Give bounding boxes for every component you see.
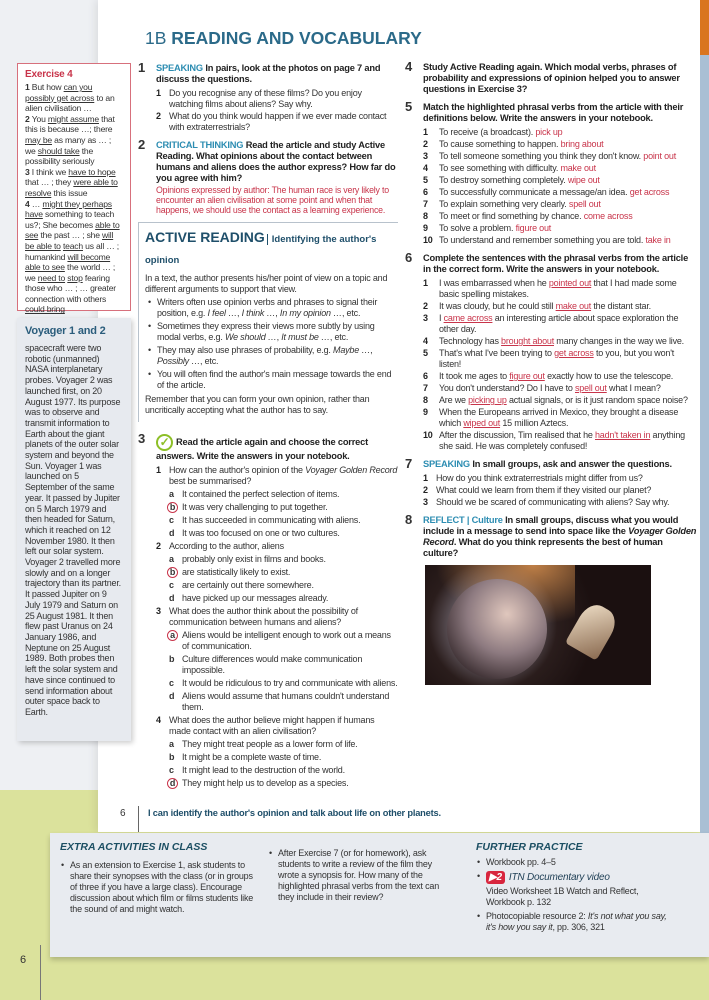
- text-segment: best be summarised?: [169, 476, 252, 486]
- option-letter: a: [169, 489, 174, 499]
- correct-answer-circle: b: [167, 567, 178, 578]
- definition-item: 2 To cause something to happen. bring about: [423, 139, 604, 149]
- sentence-item: [423, 383, 697, 394]
- text-segment: Voyager Golden Record: [423, 526, 697, 547]
- item-number: 2: [423, 139, 428, 149]
- exercise4-answer-box: [17, 63, 131, 315]
- voyager-box-title: Voyager 1 and 2: [25, 325, 106, 337]
- active-reading-intro: In a text, the author presents his/her point of view on a topic and different arguments to support that view.: [145, 273, 388, 294]
- item-number: 4: [423, 163, 428, 173]
- option-letter: d: [169, 528, 175, 538]
- answer-option[interactable]: d They might help us to develop as a species.: [169, 778, 398, 789]
- text-segment: Voyager Golden Record: [305, 465, 398, 475]
- question-item: 2 What do you think would happen if we ever made contact with extraterrestrials?: [156, 111, 387, 132]
- text-segment: what I mean?: [606, 383, 661, 393]
- text-segment: anything she said. He was completely confused!: [439, 430, 685, 451]
- text-segment: to an alien civilisation …: [25, 92, 115, 114]
- answer-item: [25, 82, 123, 114]
- exercise-5: [405, 99, 697, 246]
- text-segment: ,: [275, 308, 280, 318]
- exercise-number: 1: [138, 60, 146, 75]
- item-number: 1: [156, 465, 161, 475]
- active-reading-title: ACTIVE READING: [145, 229, 265, 245]
- sentence-item: [423, 278, 697, 300]
- bullet-item: [145, 297, 398, 319]
- text-segment: , etc.: [341, 308, 361, 318]
- text-segment: actual signals, or is it just random space noise?: [506, 395, 688, 405]
- item-number: 5: [423, 348, 428, 358]
- answer-option[interactable]: a probably only exist in films and books.: [169, 554, 326, 564]
- exercise-label: SPEAKING: [423, 459, 470, 469]
- item-number: 3: [423, 151, 428, 161]
- answer-text: pointed out: [548, 278, 592, 288]
- answer-text: make out: [555, 301, 592, 311]
- bullet-item: [145, 321, 398, 343]
- text-segment: It's not what you say, it's how you say it: [486, 911, 667, 932]
- text-segment: What does the author think about the possibility of communication between humans and aliens?: [169, 606, 358, 627]
- option-letter: d: [169, 593, 175, 603]
- exercise-number: 4: [405, 59, 413, 74]
- exercise-instruction: Study Active Reading again. Which modal verbs, phrases of probability and expressions of opinion helped you to answer questions in Exercise 3?: [423, 62, 680, 94]
- definition-item: 10 To understand and remember something you are told. take in: [423, 235, 671, 245]
- bullet-item: • As an extension to Exercise 1, ask students to share their synopses with the class (or in groups of three if you have a large class). Encourage discussion about which film or films students like the sound of and might watch.: [60, 860, 260, 915]
- text-segment: 3: [25, 166, 32, 177]
- sentence-list: [423, 278, 697, 452]
- text-segment: something to teach us?; She becomes: [25, 209, 115, 230]
- edge-tab-blue: [700, 55, 709, 835]
- teacher-page-number: 6: [20, 954, 26, 966]
- exercise-1: [138, 60, 398, 133]
- option-letter: b: [169, 654, 175, 664]
- text-segment: , pp. 306, 321: [552, 922, 605, 932]
- option-letter: c: [169, 678, 174, 688]
- definition-item: 4 To see something with difficulty. make out: [423, 163, 596, 173]
- text-segment: us all … ; humankind: [25, 240, 119, 262]
- exercise-label: REFLECT | Culture: [423, 515, 503, 525]
- item-number: 6: [423, 371, 428, 381]
- answer-option[interactable]: c are certainly out there somewhere.: [169, 580, 314, 590]
- active-reading-outro: Remember that you can form your own opinion, rather than uncritically accepting what the author has to say.: [145, 394, 370, 415]
- workbook-link[interactable]: • Workbook pp. 4–5: [476, 857, 676, 868]
- extra-activities-col2: [268, 845, 448, 903]
- text-segment: 15 million Aztecs.: [500, 418, 569, 428]
- answer-text: get across: [629, 187, 670, 197]
- answer-text: figure out: [515, 223, 552, 233]
- text-segment: I was embarrassed when he: [439, 278, 549, 288]
- exercise-number: 3: [138, 431, 146, 446]
- text-segment: Are we: [439, 395, 469, 405]
- option-letter: c: [169, 765, 174, 775]
- text-segment: After the discussion, Tim realised that he: [439, 430, 595, 440]
- text-segment: …: [31, 198, 43, 209]
- text-segment: this issue: [51, 187, 88, 198]
- sentence-item: [423, 301, 697, 312]
- text-segment: that I had made some basic spelling mistakes.: [439, 278, 677, 299]
- answer-option[interactable]: a They might treat people as a lower form of life.: [169, 739, 358, 749]
- exercise4-box-title: Exercise 4: [25, 69, 73, 80]
- text-segment: , etc.: [200, 356, 219, 366]
- divider: [138, 806, 139, 832]
- text-segment: You will often find the author's main message towards the end of the article.: [157, 369, 392, 390]
- question-list: [156, 465, 398, 789]
- bullet-item: [145, 369, 398, 391]
- text-segment: might assume: [47, 113, 99, 124]
- right-column: [405, 59, 697, 692]
- text-segment: 2: [25, 113, 32, 124]
- answer-text: spell out: [575, 383, 607, 393]
- question-item: 1 How do you think extraterrestrials might differ from us?: [423, 473, 643, 483]
- item-number: 2: [156, 541, 161, 551]
- answer-text: brought about: [501, 336, 554, 346]
- answer-text: came across: [443, 313, 493, 323]
- sentence-item: [423, 348, 697, 370]
- option-letter: d: [169, 691, 175, 701]
- text-segment: that this is because …; there: [25, 113, 115, 135]
- exercise-3: [138, 431, 398, 789]
- text-segment: can you possibly get across: [25, 82, 95, 103]
- sentence-item: [423, 395, 697, 406]
- answer-text: figure out: [509, 371, 545, 381]
- answer-option[interactable]: a Aliens would be intelligent enough to work out a means of communication.: [169, 630, 398, 652]
- text-segment: the distant star.: [591, 301, 651, 311]
- text-segment: may be: [25, 134, 52, 145]
- item-number: 1: [423, 278, 428, 288]
- option-letter: c: [169, 580, 174, 590]
- item-number: 8: [423, 395, 428, 405]
- text-segment: should take: [37, 145, 80, 156]
- definition-item: 9 To solve a problem. figure out: [423, 223, 552, 233]
- answer-option[interactable]: c It might lead to the destruction of the world.: [169, 765, 345, 775]
- text-segment: were able to resolve: [25, 177, 118, 198]
- text-segment: It took me ages to: [439, 371, 510, 381]
- text-segment: 1: [25, 82, 32, 92]
- text-segment: It was cloudy, but he could still: [439, 301, 556, 311]
- teacher-notes-box: [50, 833, 709, 957]
- text-segment: I think …: [241, 308, 276, 318]
- exercise-instruction: Complete the sentences with the phrasal verbs from the article in the correct form. Write the answers in your notebook.: [423, 253, 689, 274]
- exercise-number: 8: [405, 512, 413, 527]
- answer-text: wipe out: [567, 175, 600, 185]
- item-number: 2: [423, 301, 428, 311]
- answer-option[interactable]: b It was very challenging to put together.: [169, 502, 398, 513]
- text-segment: How can the author's opinion of the: [169, 465, 306, 475]
- answer-option[interactable]: d It was too focused on one or two cultures.: [169, 528, 340, 538]
- divider: [40, 945, 41, 1000]
- text-segment: could bring: [25, 304, 65, 315]
- item-number: 8: [423, 211, 428, 221]
- exercise-4: [405, 59, 697, 95]
- definition-item: 3 To tell someone something you think they don't know. point out: [423, 151, 676, 161]
- text-segment: It must be …: [281, 332, 330, 342]
- voyager-text-2: Voyager 2 travelled more slowly and on a longer trajectory than its partner. It passed Jupiter on 9 July 1979 and Saturn on 25 August 1981. It then flew past Uranus on 24 January 1986, and Neptune on 25 August 1989. Both probes then left the solar system and have since continued to send information about outer space back to Earth.: [25, 557, 121, 717]
- active-reading-subtitle: Identifying the author's opinion: [145, 234, 377, 266]
- item-number: 1: [423, 127, 428, 137]
- further-practice-title: FURTHER PRACTICE: [476, 841, 583, 853]
- exercise-instruction: Match the highlighted phrasal verbs from the article with their definitions below. Write the answers in your notebook.: [423, 102, 684, 123]
- definition-item: 7 To explain something very clearly. spell out: [423, 199, 601, 209]
- option-letter: a: [169, 739, 174, 749]
- can-do-statement: I can identify the author's opinion and talk about life on other planets.: [148, 808, 441, 818]
- item-number: 3: [423, 313, 428, 323]
- video-icon: ▶2: [486, 871, 505, 884]
- photocopiable-item: [476, 911, 676, 933]
- correct-answer-circle: b: [167, 502, 178, 513]
- definition-item: 8 To meet or find something by chance. come across: [423, 211, 633, 221]
- definition-list: [423, 127, 697, 246]
- text-segment: , etc.: [329, 332, 349, 342]
- item-number: 7: [423, 199, 428, 209]
- item-number: 3: [156, 606, 161, 616]
- answer-option[interactable]: c It would be ridiculous to try and communicate with aliens.: [169, 678, 398, 688]
- answer-key-text: Opinions expressed by author: The human race is very likely to encounter an alien civilisation at some point and when that happens, we should use the contact as a learning experience.: [156, 185, 389, 215]
- text-segment: When the Europeans arrived in Mexico, they brought a disease which: [439, 407, 679, 428]
- answer-option[interactable]: b It might be a complete waste of time.: [169, 752, 322, 762]
- question-item: 3 Should we be scared of communicating with aliens? Say why.: [423, 497, 670, 507]
- text-segment: You don't understand? Do I have to: [439, 383, 575, 393]
- answer-text: make out: [560, 163, 596, 173]
- exercise-instruction: Read the article and study Active Reading. What opinions about the contact between humans and aliens does the author express? How far do you agree with him?: [156, 140, 396, 183]
- text-segment: that … ; they: [25, 177, 74, 188]
- item-number: 9: [423, 223, 428, 233]
- text-segment: What does the author believe might happen if humans made contact with an alien civilisation?: [169, 715, 375, 736]
- text-segment: I: [439, 313, 444, 323]
- answer-option[interactable]: d Aliens would assume that humans couldn't understand them.: [169, 691, 390, 712]
- text-segment: ,: [236, 308, 242, 318]
- answer-item: [25, 167, 123, 199]
- question-item: 1 Do you recognise any of these films? Do you enjoy watching films about aliens? Say why.: [156, 88, 362, 109]
- text-segment: as many as … ; we: [25, 134, 112, 156]
- text-segment: Sometimes they express their views more subtly by using modal verbs, e.g.: [157, 321, 375, 342]
- check-icon: ✓: [156, 434, 173, 451]
- exercise-number: 6: [405, 250, 413, 265]
- active-reading-box: [138, 222, 398, 422]
- question-item: [156, 465, 398, 539]
- video-item[interactable]: • ▶2 ITN Documentary video Video Worksheet 1B Watch and Reflect, Workbook p. 132: [476, 871, 676, 908]
- text-segment: the past … ; she: [38, 230, 103, 241]
- text-segment: stop: [67, 272, 83, 283]
- answer-option[interactable]: b are statistically likely to exist.: [169, 567, 398, 578]
- correct-answer-circle: a: [167, 630, 178, 641]
- item-number: 7: [423, 383, 428, 393]
- exercise-2: [138, 137, 398, 215]
- exercise-number: 5: [405, 99, 413, 114]
- exercise-6: [405, 250, 697, 452]
- text-segment: Photocopiable resource 2:: [486, 911, 588, 921]
- text-segment: According to the author, aliens: [169, 541, 284, 551]
- text-segment: the world … ; we: [25, 262, 116, 283]
- text-segment: You: [31, 113, 48, 124]
- text-segment: will become able to see: [25, 251, 111, 273]
- answer-text: pick up: [535, 127, 563, 137]
- answer-text: wiped out: [463, 418, 501, 428]
- text-segment: fearing those who … ; … greater connection with others: [25, 272, 116, 304]
- item-number: 10: [423, 430, 433, 440]
- definition-item: 6 To successfully communicate a message/an idea. get across: [423, 187, 670, 197]
- text-segment: Writers often use opinion verbs and phrases to signal their position, e.g.: [157, 297, 378, 318]
- text-segment: In my opinion …: [279, 308, 342, 318]
- question-item: [156, 606, 398, 713]
- extra-activities-title: EXTRA ACTIVITIES IN CLASS: [60, 841, 208, 853]
- text-segment: to you, but you won't listen!: [439, 348, 675, 369]
- text-segment: exactly how to use the telescope.: [544, 371, 674, 381]
- planet-and-probe-photo: [425, 565, 651, 685]
- item-number: 10: [423, 235, 433, 245]
- option-letter: a: [169, 554, 174, 564]
- exercise-label: SPEAKING: [156, 63, 203, 73]
- text-segment: ,: [276, 332, 282, 342]
- option-letter: b: [169, 752, 175, 762]
- sentence-item: [423, 407, 697, 429]
- voyager-text: spacecraft were two robotic (unmanned) NASA interplanetary probes. Voyager 2 was launched first, on 20 August 1977. Its purpose was to observe and transmit information to Earth about the giant planets of the outer solar system and beyond the Sun. Voyager 1 was launched on 5 September of the same year. It passed by Jupiter on 5 March 1979 and then headed for Saturn, which it reached on 12 November 1980. It then left our solar system.: [25, 343, 121, 557]
- text-segment: . What do you think represents the best of human culture?: [423, 537, 663, 558]
- answer-item: [25, 114, 123, 167]
- item-number: 4: [423, 336, 428, 346]
- sentence-item: [423, 313, 697, 335]
- answer-text: spell out: [568, 199, 601, 209]
- answer-text: picking up: [468, 395, 507, 405]
- text-segment: need to: [37, 272, 66, 283]
- correct-answer-circle: d: [167, 778, 178, 789]
- extra-activities: [60, 841, 260, 915]
- answer-option[interactable]: a It contained the perfect selection of items.: [169, 489, 340, 499]
- text-segment: But how: [31, 82, 64, 92]
- sentence-item: [423, 371, 697, 382]
- exercise-instruction: In pairs, look at the photos on page 7 and discuss the questions.: [156, 63, 381, 84]
- exercise-7: [405, 456, 697, 508]
- question-item: [156, 541, 398, 604]
- answer-item: [25, 199, 123, 316]
- exercise-instruction: In small groups, ask and answer the questions.: [472, 459, 672, 469]
- middle-column: [138, 60, 398, 796]
- text-segment: teach: [62, 240, 83, 251]
- page-title: 1B READING AND VOCABULARY: [145, 28, 422, 48]
- item-number: 6: [423, 187, 428, 197]
- option-letter: c: [169, 515, 174, 525]
- edge-tab-orange: [700, 0, 709, 55]
- text-segment: many changes in the way we live.: [554, 336, 684, 346]
- sentence-item: [423, 430, 697, 452]
- text-segment: That's what I've been trying to: [439, 348, 555, 358]
- answer-text: come across: [583, 211, 633, 221]
- answer-option[interactable]: d have picked up our messages already.: [169, 593, 329, 603]
- answer-text: get across: [554, 348, 594, 358]
- exercise-label: CRITICAL THINKING: [156, 140, 244, 150]
- text-segment: 4: [25, 198, 32, 209]
- text-segment: ,: [370, 345, 373, 355]
- exercise-number: 2: [138, 137, 146, 152]
- text-segment: will be able to: [25, 230, 114, 251]
- item-number: 9: [423, 407, 428, 417]
- text-segment: Maybe …: [333, 345, 371, 355]
- definition-item: 1 To receive (a broadcast). pick up: [423, 127, 563, 137]
- text-segment: In small groups, discuss what you would include in a message to send into space like the: [423, 515, 679, 536]
- answer-text: take in: [645, 235, 671, 245]
- answer-text: hadn't taken in: [594, 430, 651, 440]
- page-number: 6: [120, 808, 126, 819]
- voyager-info-box: [17, 318, 131, 741]
- text-segment: have to hope: [68, 166, 116, 177]
- item-number: 4: [156, 715, 161, 725]
- exercise-number: 7: [405, 456, 413, 471]
- question-item: [156, 715, 398, 789]
- exercise-instruction: Read the article again and choose the correct answers. Write the answers in your notebook.: [156, 436, 368, 461]
- question-item: 2 What could we learn from them if they visited our planet?: [423, 485, 652, 495]
- item-number: 5: [423, 175, 428, 185]
- text-segment: the possibility seriously: [25, 145, 95, 167]
- further-practice: [476, 841, 676, 933]
- text-segment: We should …: [224, 332, 277, 342]
- text-segment: I think we: [31, 166, 69, 177]
- text-segment: able to see: [25, 219, 120, 241]
- text-segment: Possibly …: [157, 356, 201, 366]
- text-segment: I feel …: [207, 308, 237, 318]
- text-segment: might they perhaps have: [25, 198, 112, 220]
- answer-option[interactable]: b Culture differences would make communication impossible.: [169, 654, 363, 675]
- exercise-8: [405, 512, 697, 685]
- definition-item: 5 To destroy something completely. wipe out: [423, 175, 600, 185]
- text-segment: an interesting article about space exploration the other day.: [439, 313, 679, 334]
- answer-text: bring about: [560, 139, 604, 149]
- bullet-item: [145, 345, 398, 367]
- answer-option[interactable]: c It has succeeded in communicating with aliens.: [169, 515, 361, 525]
- answer-text: point out: [643, 151, 676, 161]
- text-segment: Technology has: [439, 336, 502, 346]
- sentence-item: [423, 336, 697, 347]
- bullet-item: • After Exercise 7 (or for homework), ask students to write a review of the film they wrote a synopsis for. How many of the highlighted phrasal verbs from the text can they include in their review?: [268, 848, 448, 903]
- text-segment: They may also use phrases of probability, e.g.: [157, 345, 334, 355]
